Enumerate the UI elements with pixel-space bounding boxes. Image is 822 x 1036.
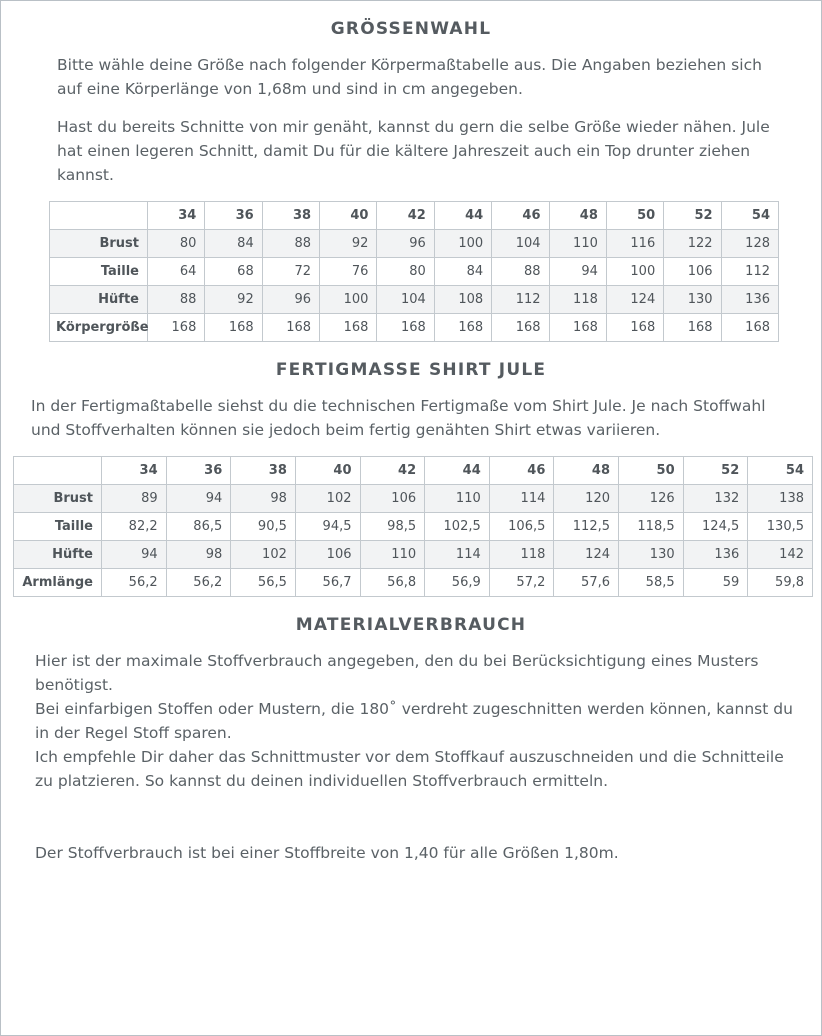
table-cell: 110 — [425, 485, 490, 513]
table-cell: 59,8 — [748, 569, 813, 597]
table-cell: 94,5 — [295, 513, 360, 541]
column-header: 36 — [205, 202, 262, 230]
table-cell: 56,9 — [425, 569, 490, 597]
table-cell: 168 — [148, 314, 205, 342]
body-measurements-table-head — [50, 202, 779, 230]
table-cell: 112,5 — [554, 513, 619, 541]
table-cell: 110 — [360, 541, 425, 569]
table-cell: 56,5 — [231, 569, 296, 597]
table-cell: 100 — [606, 258, 663, 286]
table-cell: 112 — [721, 258, 778, 286]
table-cell: 96 — [377, 230, 434, 258]
material-paragraph-4: Der Stoffverbrauch ist bei einer Stoffbreite von 1,40 für alle Größen 1,80m. — [35, 844, 619, 863]
table-cell: 59 — [683, 569, 748, 597]
material-paragraph-3: Ich empfehle Dir daher das Schnittmuster vor dem Stoffkauf auszuschneiden und die Schnitteile zu platzieren. So kannst du deinen individuellen Stoffverbrauch ermitteln. — [35, 748, 784, 791]
column-header: 38 — [262, 202, 319, 230]
material-text-block — [1, 649, 821, 865]
table-cell: 106 — [360, 485, 425, 513]
table-cell: 168 — [492, 314, 549, 342]
table-row — [50, 286, 779, 314]
table-cell: 128 — [721, 230, 778, 258]
table-cell: 76 — [320, 258, 377, 286]
table-cell: 102 — [295, 485, 360, 513]
table-row — [14, 513, 813, 541]
table-cell: 82,2 — [102, 513, 167, 541]
column-header: 42 — [360, 457, 425, 485]
table-cell: 56,2 — [166, 569, 231, 597]
column-header: 48 — [549, 202, 606, 230]
table-cell: 130 — [664, 286, 721, 314]
row-header: Hüfte — [14, 541, 102, 569]
table-cell: 168 — [434, 314, 491, 342]
table-cell: 168 — [549, 314, 606, 342]
table-cell: 124,5 — [683, 513, 748, 541]
table-cell: 80 — [377, 258, 434, 286]
table-row — [50, 230, 779, 258]
table-row — [14, 541, 813, 569]
column-header: 36 — [166, 457, 231, 485]
finished-measurements-table — [13, 456, 813, 597]
table-cell: 168 — [262, 314, 319, 342]
table-cell: 116 — [606, 230, 663, 258]
table-cell: 56,7 — [295, 569, 360, 597]
table-cell: 57,2 — [489, 569, 554, 597]
page-title-groessenwahl: GRÖSSENWAHL — [330, 19, 492, 39]
table-cell: 96 — [262, 286, 319, 314]
table-cell: 118,5 — [619, 513, 684, 541]
column-header: 52 — [683, 457, 748, 485]
table-cell: 56,8 — [360, 569, 425, 597]
table-cell: 106,5 — [489, 513, 554, 541]
table-cell: 130,5 — [748, 513, 813, 541]
table-cell: 84 — [205, 230, 262, 258]
sizing-paragraph-1: Bitte wähle deine Größe nach folgender Körpermaßtabelle aus. Die Angaben beziehen sich auf eine Körperlänge von 1,68m und sind in cm angegeben. — [57, 56, 762, 99]
table-cell: 92 — [205, 286, 262, 314]
table-cell: 58,5 — [619, 569, 684, 597]
row-header: Körpergröße — [50, 314, 148, 342]
table-cell: 72 — [262, 258, 319, 286]
table-cell: 56,2 — [102, 569, 167, 597]
row-header: Taille — [14, 513, 102, 541]
table-cell: 126 — [619, 485, 684, 513]
table-cell: 168 — [664, 314, 721, 342]
table-cell: 168 — [721, 314, 778, 342]
table-cell: 130 — [619, 541, 684, 569]
table-cell: 90,5 — [231, 513, 296, 541]
sizing-paragraph-2: Hast du bereits Schnitte von mir genäht, kannst du gern die selbe Größe wieder nähen. Jule hat einen legeren Schnitt, damit Du für die kältere Jahreszeit auch ein Top drunter ziehen kannst. — [57, 118, 770, 185]
table-row — [50, 258, 779, 286]
table-cell: 84 — [434, 258, 491, 286]
table-cell: 104 — [377, 286, 434, 314]
column-header: 54 — [721, 202, 778, 230]
table-row — [14, 569, 813, 597]
table-cell: 86,5 — [166, 513, 231, 541]
table-cell: 120 — [554, 485, 619, 513]
column-header: 42 — [377, 202, 434, 230]
row-header: Brust — [14, 485, 102, 513]
table-cell: 168 — [377, 314, 434, 342]
table-cell: 114 — [489, 485, 554, 513]
finished-measurements-table-body — [14, 485, 813, 597]
column-header: 44 — [425, 457, 490, 485]
table-cell: 168 — [320, 314, 377, 342]
column-header: 38 — [231, 457, 296, 485]
table-cell: 132 — [683, 485, 748, 513]
column-header: 34 — [102, 457, 167, 485]
column-header: 44 — [434, 202, 491, 230]
table-cell: 122 — [664, 230, 721, 258]
table-cell: 94 — [549, 258, 606, 286]
column-header: 54 — [748, 457, 813, 485]
table-cell: 108 — [434, 286, 491, 314]
table-row — [50, 314, 779, 342]
column-header: 40 — [320, 202, 377, 230]
column-header: 52 — [664, 202, 721, 230]
table-cell: 136 — [721, 286, 778, 314]
table-cell: 136 — [683, 541, 748, 569]
table-cell: 168 — [205, 314, 262, 342]
table-cell: 92 — [320, 230, 377, 258]
finished-measurements-table-head — [14, 457, 813, 485]
table-cell: 118 — [489, 541, 554, 569]
table-cell: 124 — [606, 286, 663, 314]
table-cell: 110 — [549, 230, 606, 258]
table-cell: 98,5 — [360, 513, 425, 541]
column-header: 48 — [554, 457, 619, 485]
table-cell: 64 — [148, 258, 205, 286]
table-row — [14, 485, 813, 513]
table-cell: 102,5 — [425, 513, 490, 541]
column-header: 46 — [492, 202, 549, 230]
column-header: 50 — [619, 457, 684, 485]
column-header: 40 — [295, 457, 360, 485]
table-cell: 100 — [320, 286, 377, 314]
finished-paragraph-1: In der Fertigmaßtabelle siehst du die technischen Fertigmaße vom Shirt Jule. Je nach Stoffwahl und Stoffverhalten können sie jedoch beim fertig genähten Shirt etwas variieren. — [31, 397, 766, 440]
table-cell: 114 — [425, 541, 490, 569]
table-cell: 124 — [554, 541, 619, 569]
table-cell: 112 — [492, 286, 549, 314]
finished-text-block — [1, 394, 821, 442]
table-cell: 94 — [102, 541, 167, 569]
column-header: 34 — [148, 202, 205, 230]
row-header: Brust — [50, 230, 148, 258]
table-cell: 57,6 — [554, 569, 619, 597]
body-measurements-table-body — [50, 230, 779, 342]
table-cell: 106 — [295, 541, 360, 569]
material-paragraph-2: Bei einfarbigen Stoffen oder Mustern, die 180˚ verdreht zugeschnitten werden können, kannst du in der Regel Stoff sparen. — [35, 700, 793, 743]
table-cell: 80 — [148, 230, 205, 258]
table-header-row — [50, 202, 779, 230]
page-title-fertigmasse: FERTIGMASSE SHIRT JULE — [275, 360, 547, 381]
table-cell: 100 — [434, 230, 491, 258]
finished-measurements-table-corner-cell — [14, 457, 102, 485]
body-measurements-table-wrapper — [1, 201, 821, 342]
table-cell: 104 — [492, 230, 549, 258]
table-cell: 88 — [492, 258, 549, 286]
table-cell: 88 — [262, 230, 319, 258]
finished-measurements-table-wrapper — [1, 456, 821, 597]
body-measurements-table — [49, 201, 779, 342]
table-cell: 118 — [549, 286, 606, 314]
material-paragraph-1: Hier ist der maximale Stoffverbrauch angegeben, den du bei Berücksichtigung eines Musters benötigst. — [35, 652, 759, 695]
table-cell: 68 — [205, 258, 262, 286]
table-cell: 142 — [748, 541, 813, 569]
body-measurements-table-corner-cell — [50, 202, 148, 230]
page-title-materialverbrauch: MATERIALVERBRAUCH — [295, 615, 527, 636]
table-cell: 89 — [102, 485, 167, 513]
table-cell: 98 — [166, 541, 231, 569]
table-header-row — [14, 457, 813, 485]
table-cell: 88 — [148, 286, 205, 314]
column-header: 50 — [606, 202, 663, 230]
row-header: Taille — [50, 258, 148, 286]
table-cell: 94 — [166, 485, 231, 513]
row-header: Hüfte — [50, 286, 148, 314]
table-cell: 106 — [664, 258, 721, 286]
table-cell: 138 — [748, 485, 813, 513]
row-header: Armlänge — [14, 569, 102, 597]
sizing-text-block — [1, 53, 821, 187]
table-cell: 102 — [231, 541, 296, 569]
column-header: 46 — [489, 457, 554, 485]
table-cell: 98 — [231, 485, 296, 513]
table-cell: 168 — [606, 314, 663, 342]
